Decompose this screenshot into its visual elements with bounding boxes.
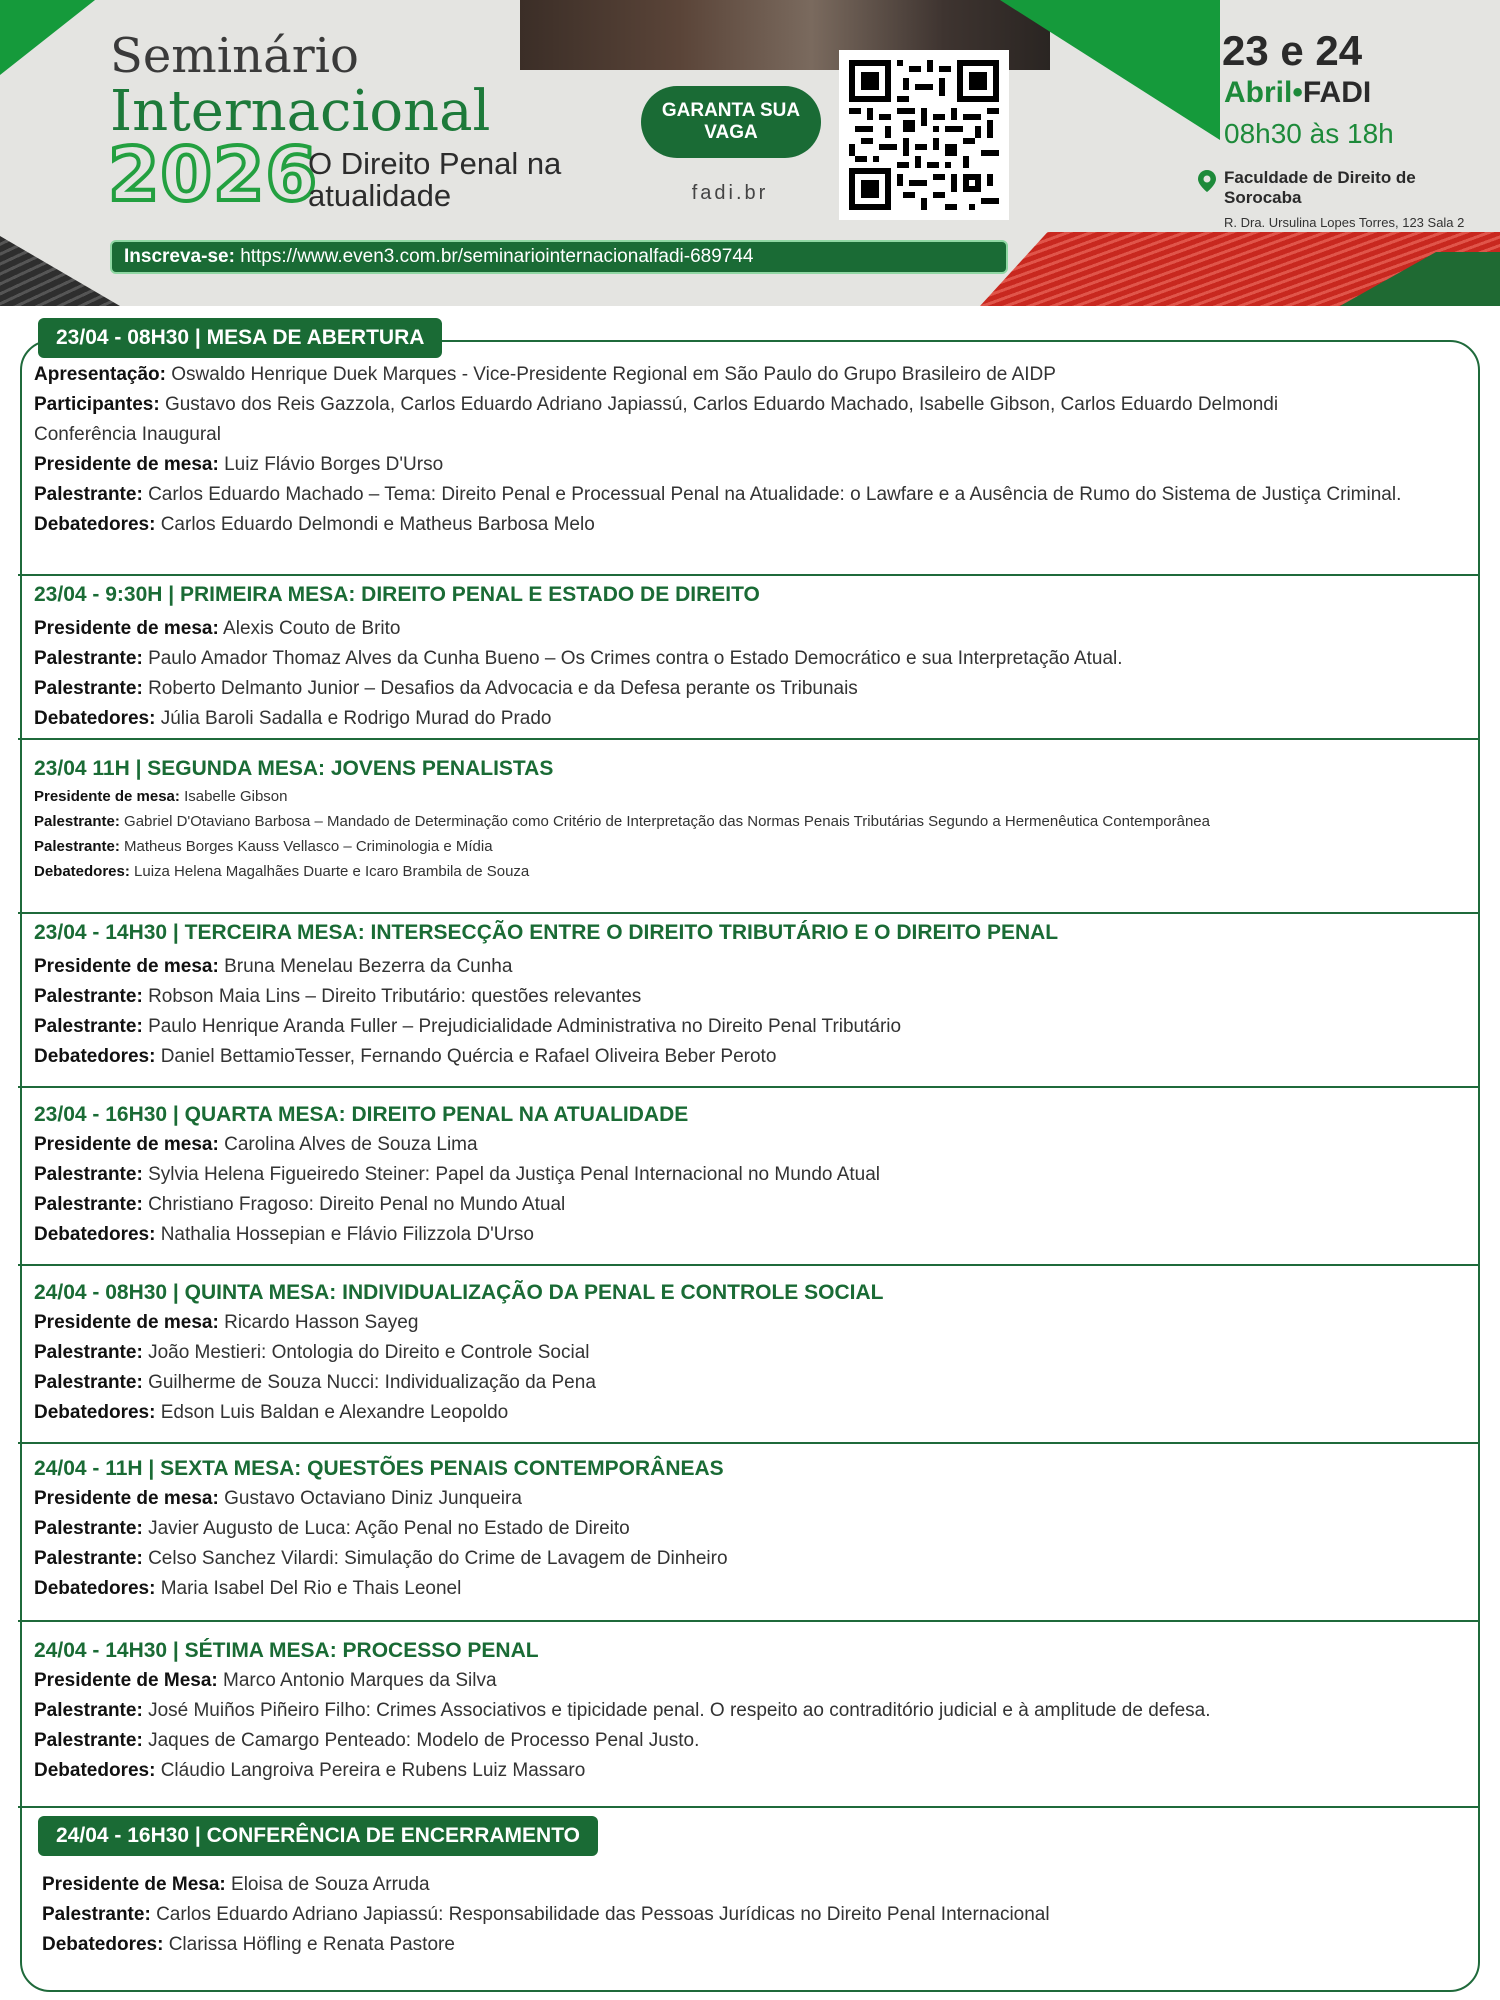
decor-green-triangle (0, 0, 95, 75)
session-line: Debatedores: Nathalia Hossepian e Flávio Filizzola D'Urso (34, 1224, 534, 1245)
session-line: Debatedores: Edson Luis Baldan e Alexandre Leopoldo (34, 1402, 509, 1423)
session-sexta-mesa (18, 1454, 1480, 1604)
session-title: 24/04 - 11H | SEXTA MESA: QUESTÕES PENAIS CONTEMPORÂNEAS (34, 1457, 724, 1480)
session-title: 24/04 - 14H30 | SÉTIMA MESA: PROCESSO PENAL (34, 1639, 539, 1662)
event-title-line1: Seminário (110, 28, 359, 84)
session-line: Presidente de mesa: Alexis Couto de Brito (34, 618, 401, 639)
event-dates: 23 e 24 (1222, 27, 1363, 74)
session-tab-encerramento: 24/04 - 16H30 | CONFERÊNCIA DE ENCERRAMENTO (38, 1816, 598, 1856)
signup-link[interactable] (110, 240, 1008, 274)
session-abertura (18, 360, 1480, 540)
section-divider (18, 574, 1480, 576)
session-tab-abertura: 23/04 - 08H30 | MESA DE ABERTURA (38, 318, 442, 358)
session-setima-mesa (18, 1636, 1480, 1786)
session-line: Debatedores: Daniel BettamioTesser, Fernando Quércia e Rafael Oliveira Beber Peroto (34, 1046, 777, 1067)
signup-url[interactable]: https://www.even3.com.br/seminariointernacionalfadi-689744 (240, 246, 754, 267)
session-line: Debatedores: Luiza Helena Magalhães Duarte e Icaro Brambila de Souza (34, 863, 530, 880)
event-title-line2: Internacional (110, 79, 491, 144)
separator-dot: • (1292, 76, 1303, 109)
session-line: Palestrante: Celso Sanchez Vilardi: Simulação do Crime de Lavagem de Dinheiro (34, 1548, 728, 1569)
session-line: Palestrante: Javier Augusto de Luca: Ação Penal no Estado de Direito (34, 1518, 630, 1539)
session-line: Palestrante: João Mestieri: Ontologia do Direito e Controle Social (34, 1342, 590, 1363)
session-line: Presidente de mesa: Ricardo Hasson Sayeg (34, 1312, 419, 1333)
qr-code[interactable] (839, 50, 1009, 220)
session-title: 23/04 - 9:30H | PRIMEIRA MESA: DIREITO PENAL E ESTADO DE DIREITO (34, 583, 760, 606)
session-line: Participantes: Gustavo dos Reis Gazzola, Carlos Eduardo Adriano Japiassú, Carlos Eduardo Machado, Isabelle Gibson, Carlos Eduardo Delmondi (34, 394, 1279, 415)
session-line: Palestrante: Paulo Henrique Aranda Fuller – Prejudicialidade Administrativa no Direito Penal Tributário (34, 1016, 902, 1037)
session-title: 23/04 - 16H30 | QUARTA MESA: DIREITO PENAL NA ATUALIDADE (34, 1103, 689, 1126)
event-org: FADI (1302, 76, 1372, 109)
session-line: Presidente de mesa: Carolina Alves de Souza Lima (34, 1134, 478, 1155)
session-line: Palestrante: José Muiños Piñeiro Filho: Crimes Associativos e tipicidade penal. O respeito ao contraditório judicial e à amplitude de defesa. (34, 1700, 1211, 1721)
section-divider (18, 1442, 1480, 1444)
session-segunda-mesa (18, 754, 1480, 884)
session-primeira-mesa (18, 580, 1480, 734)
site-link[interactable]: fadi.br (691, 182, 769, 204)
session-line: Palestrante: Jaques de Camargo Penteado: Modelo de Processo Penal Justo. (34, 1730, 700, 1751)
session-title: 23/04 - 14H30 | TERCEIRA MESA: INTERSECÇÃO ENTRE O DIREITO TRIBUTÁRIO E O DIREITO PENAL (34, 921, 1059, 944)
session-quinta-mesa (18, 1278, 1480, 1428)
session-line: Debatedores: Clarissa Höfling e Renata Pastore (42, 1934, 455, 1955)
section-divider (18, 1806, 1480, 1808)
session-line: Debatedores: Cláudio Langroiva Pereira e Rubens Luiz Massaro (34, 1760, 586, 1781)
section-divider (18, 1264, 1480, 1266)
session-line: Palestrante: Christiano Fragoso: Direito Penal no Mundo Atual (34, 1194, 566, 1215)
session-line: Presidente de mesa: Luiz Flávio Borges D'Urso (34, 454, 444, 475)
session-encerramento (18, 1870, 1480, 1960)
event-year: 2026 (108, 132, 318, 218)
event-hours: 08h30 às 18h (1224, 118, 1394, 149)
event-header (0, 0, 1500, 306)
session-terceira-mesa (18, 918, 1480, 1072)
session-line: Conferência Inaugural (34, 424, 221, 445)
session-quarta-mesa (18, 1100, 1480, 1250)
session-line: Presidente de mesa: Isabelle Gibson (34, 788, 288, 805)
session-line: Presidente de Mesa: Marco Antonio Marques da Silva (34, 1670, 497, 1691)
decor-dark-stripes (0, 236, 120, 306)
section-divider (18, 1086, 1480, 1088)
session-line: Apresentação: Oswaldo Henrique Duek Marques - Vice-Presidente Regional em São Paulo do Grupo Brasileiro de AIDP (34, 364, 1056, 385)
qr-code-icon (849, 60, 999, 210)
event-month: Abril (1224, 76, 1293, 109)
decor-green-triangle (1000, 0, 1220, 140)
section-divider (18, 1620, 1480, 1622)
session-line: Palestrante: Carlos Eduardo Machado – Tema: Direito Penal e Processual Penal na Atualidade: o Lawfare e a Ausência de Rumo do Sistema de Justiça Criminal. (34, 484, 1402, 505)
session-line: Palestrante: Matheus Borges Kauss Vellasco – Criminologia e Mídia (34, 838, 493, 855)
event-subtitle: O Direito Penal na atualidade (308, 146, 562, 213)
location-pin-icon (1198, 170, 1216, 192)
session-line: Presidente de mesa: Bruna Menelau Bezerra da Cunha (34, 956, 513, 977)
location-address: R. Dra. Ursulina Lopes Torres, 123 Sala 2 (1224, 215, 1465, 230)
session-line: Palestrante: Paulo Amador Thomaz Alves da Cunha Bueno – Os Crimes contra o Estado Democrático e sua Interpretação Atual. (34, 648, 1123, 669)
session-line: Palestrante: Sylvia Helena Figueiredo Steiner: Papel da Justiça Penal Internacional no Mundo Atual (34, 1164, 881, 1185)
location-name: Faculdade de Direito de Sorocaba (1224, 168, 1416, 207)
session-line: Presidente de Mesa: Eloisa de Souza Arruda (42, 1874, 430, 1895)
session-title: 23/04 11H | SEGUNDA MESA: JOVENS PENALISTAS (34, 757, 554, 780)
register-button[interactable]: GARANTA SUA VAGA (641, 86, 821, 158)
section-divider (18, 912, 1480, 914)
session-line: Presidente de mesa: Gustavo Octaviano Diniz Junqueira (34, 1488, 522, 1509)
session-line: Debatedores: Júlia Baroli Sadalla e Rodrigo Murad do Prado (34, 708, 552, 729)
signup-label: Inscreva-se: (124, 246, 235, 267)
session-line: Palestrante: Gabriel D'Otaviano Barbosa – Mandado de Determinação como Critério de Interpretação das Normas Penais Tributárias Segundo a Hermenêutica Contemporânea (34, 813, 1210, 830)
session-line: Palestrante: Robson Maia Lins – Direito Tributário: questões relevantes (34, 986, 642, 1007)
event-month-org (1224, 78, 1371, 108)
session-title: 24/04 - 08H30 | QUINTA MESA: INDIVIDUALIZAÇÃO DA PENAL E CONTROLE SOCIAL (34, 1281, 884, 1304)
session-line: Palestrante: Guilherme de Souza Nucci: Individualização da Pena (34, 1372, 596, 1393)
section-divider (18, 738, 1480, 740)
session-line: Palestrante: Carlos Eduardo Adriano Japiassú: Responsabilidade das Pessoas Jurídicas no Direito Penal Internacional (42, 1904, 1050, 1925)
session-line: Debatedores: Maria Isabel Del Rio e Thais Leonel (34, 1578, 462, 1599)
session-line: Palestrante: Roberto Delmanto Junior – Desafios da Advocacia e da Defesa perante os Tribunais (34, 678, 858, 699)
session-line: Debatedores: Carlos Eduardo Delmondi e Matheus Barbosa Melo (34, 514, 595, 535)
